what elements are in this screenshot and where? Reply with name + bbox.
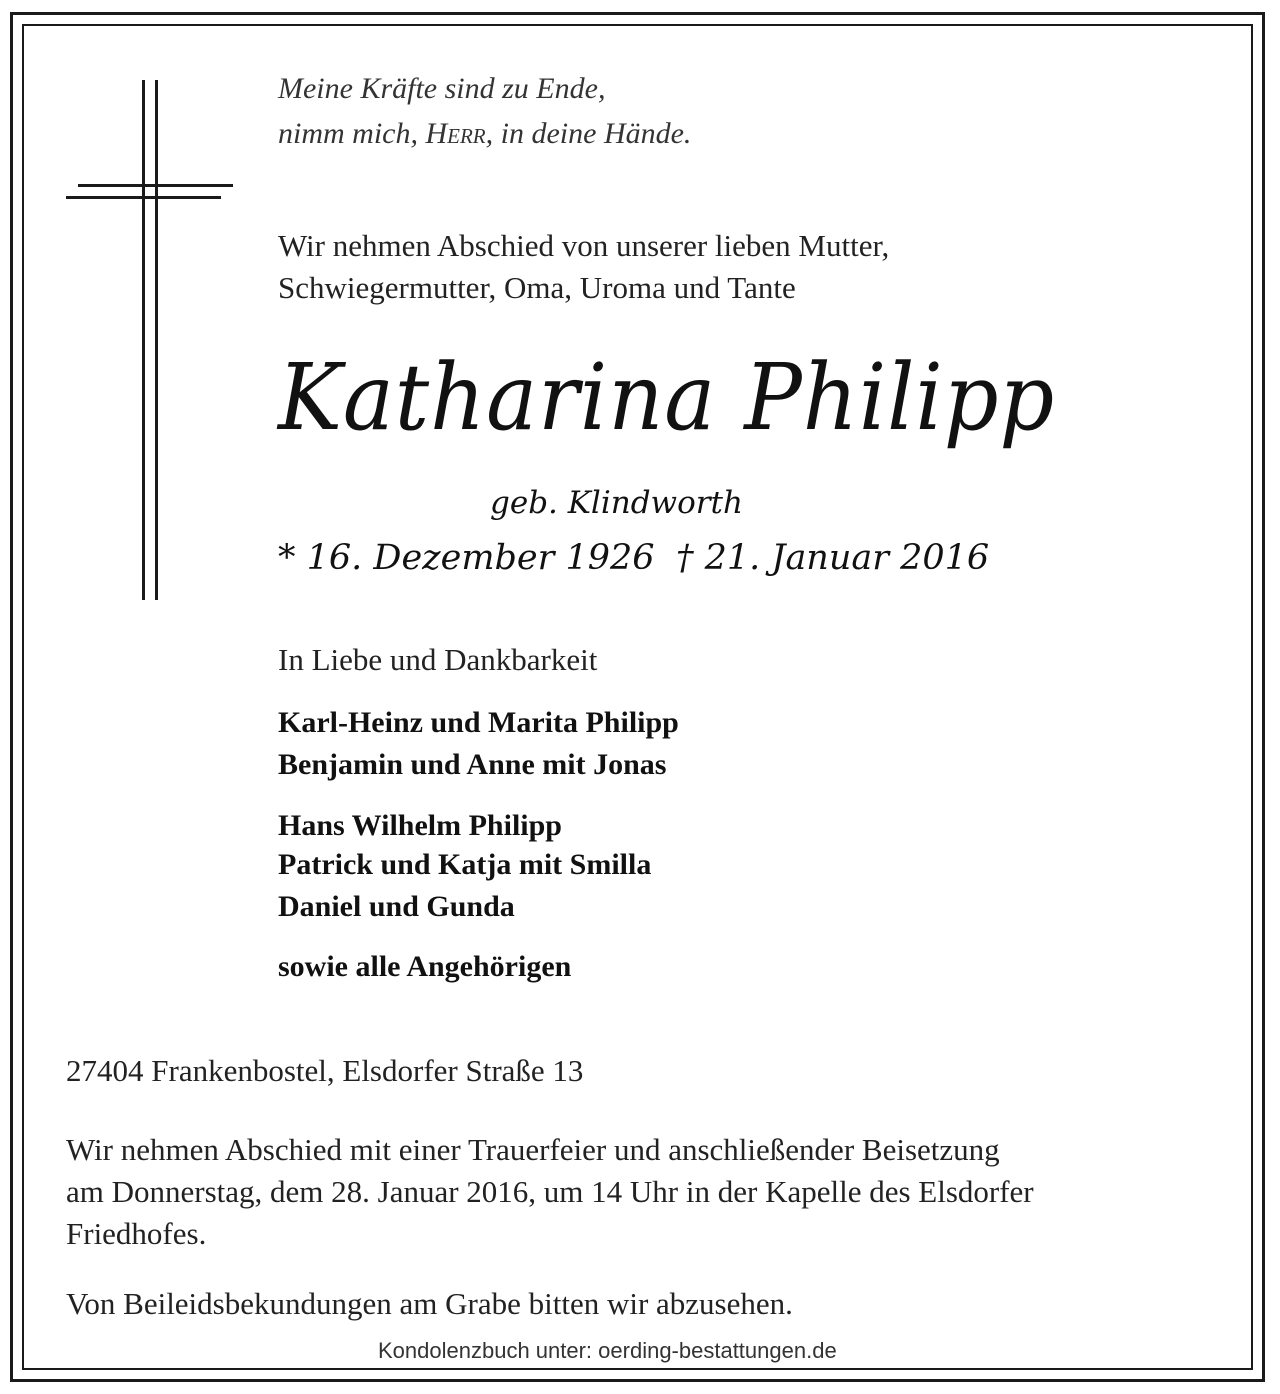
mourner-line: Daniel und Gunda <box>278 890 515 923</box>
condolence-note: Von Beileidsbekundungen am Grabe bitten wir abzusehen. <box>66 1286 793 1321</box>
birth-date: * 16. Dezember 1926 <box>278 538 655 578</box>
condolence-book-link[interactable]: Kondolenzbuch unter: oerding-bestattungen.de <box>378 1338 837 1363</box>
mourner-line: sowie alle Angehörigen <box>278 950 572 983</box>
motto-line-2-start: nimm mich, <box>278 117 426 150</box>
address: 27404 Frankenbostel, Elsdorfer Straße 13 <box>66 1053 584 1088</box>
death-date: † 21. Januar 2016 <box>676 538 990 578</box>
cross-horizontal-top <box>78 184 233 187</box>
cross-horizontal-bottom <box>66 196 221 199</box>
motto-line-2-end: , in deine Hände. <box>485 117 692 150</box>
motto-herr: Herr <box>425 117 486 150</box>
cross-vertical-left <box>142 80 145 600</box>
cross-vertical-right <box>155 80 158 600</box>
ceremony-line-3: Friedhofes. <box>66 1216 207 1251</box>
intro-line-1: Wir nehmen Abschied von unserer lieben Mutter, <box>278 228 890 263</box>
ceremony-line-2: am Donnerstag, dem 28. Januar 2016, um 14 Uhr in der Kapelle des Elsdorfer <box>66 1174 1034 1209</box>
mourner-line: Benjamin und Anne mit Jonas <box>278 748 667 781</box>
motto-line-2 <box>278 119 691 149</box>
mourner-line: Karl-Heinz und Marita Philipp <box>278 706 679 739</box>
gratitude-line: In Liebe und Dankbarkeit <box>278 642 598 677</box>
ceremony-line-1: Wir nehmen Abschied mit einer Trauerfeier und anschließender Beisetzung <box>66 1132 1000 1167</box>
mourner-line: Hans Wilhelm Philipp <box>278 809 562 842</box>
motto-line-1: Meine Kräfte sind zu Ende, <box>278 72 606 105</box>
inner-border <box>22 24 1253 1370</box>
deceased-name: Katharina Philipp <box>278 344 1056 451</box>
mourner-line: Patrick und Katja mit Smilla <box>278 848 652 881</box>
intro-line-2: Schwiegermutter, Oma, Uroma und Tante <box>278 270 796 305</box>
birth-name: geb. Klindworth <box>490 485 743 521</box>
